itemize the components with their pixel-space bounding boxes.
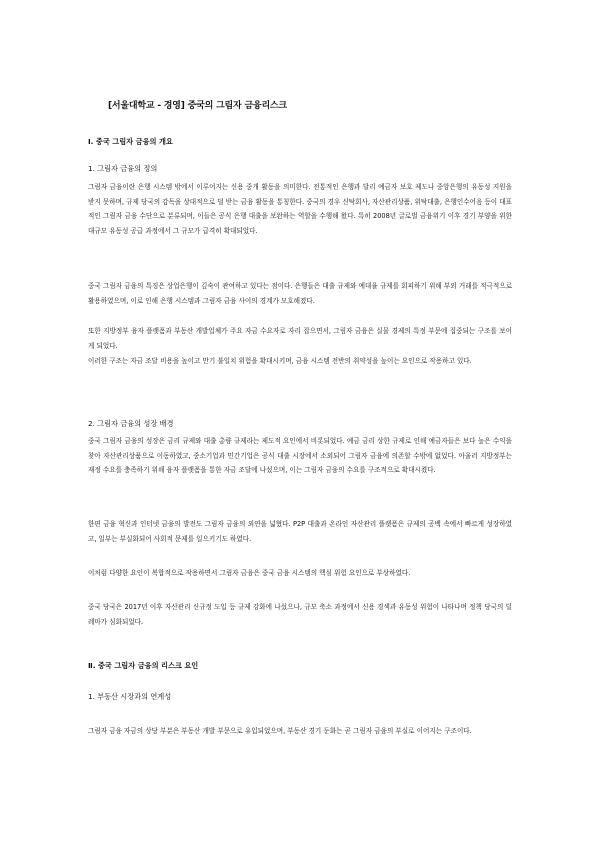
- paragraph: 이처럼 다양한 요인이 복합적으로 작용하면서 그림자 금융은 중국 금융 시스템의 핵심 위험 요인으로 부상하였다.: [88, 569, 411, 577]
- document-title: [서울대학교 - 경영] 중국의 그림자 금융리스크: [108, 101, 287, 111]
- subsection-heading: 1. 부동산 시장과의 연계성: [88, 692, 172, 701]
- paragraph: 그림자 금융 자금의 상당 부분은 부동산 개발 부문으로 유입되었으며, 부동산 경기 둔화는 곧 그림자 금융의 부실로 이어지는 구조이다.: [88, 727, 472, 735]
- subsection-heading: 2. 그림자 금융의 성장 배경: [88, 419, 174, 428]
- section-heading: Ⅰ. 중국 그림자 금융의 개요: [88, 137, 173, 146]
- section-heading: Ⅱ. 중국 그림자 금융의 리스크 요인: [88, 661, 199, 670]
- subsection-heading: 1. 그림자 금융의 정의: [88, 164, 158, 173]
- paragraph: 중국 당국은 2017년 이후 자산관리 신규정 도입 등 규제 강화에 나섰으나, 규모 축소 과정에서 신용 경색과 유동성 위험이 나타나며 정책 당국의 딜레마가 심화되었다.: [88, 603, 512, 626]
- paragraph: 중국 그림자 금융의 성장은 금리 규제와 대출 총량 규제라는 제도적 요인에서 비롯되었다. 예금 금리 상한 규제로 인해 예금자들은 보다 높은 수익을 찾아 자산관리상품으로 이동하였고, 중소기업과 민간기업은 공식 대출 시장에서 소외되어 그림자 금융에 의존할 수밖에 없었다. 아울러 지방정부는 재정 수요를 충족하기 위해 융자 플랫폼을 통한 자금 조달에 나섰으며, 이는 그림자 금융의 수요를 구조적으로 확대시켰다.: [88, 437, 512, 474]
- paragraph: 한편 금융 혁신과 인터넷 금융의 발전도 그림자 금융의 외연을 넓혔다. P2P 대출과 온라인 자산관리 플랫폼은 규제의 공백 속에서 빠르게 성장하였고, 일부는 부실화되어 사회적 문제를 일으키기도 하였다.: [88, 520, 512, 543]
- paragraph: 이러한 구조는 자금 조달 비용을 높이고 만기 불일치 위험을 확대시키며, 금융 시스템 전반의 취약성을 높이는 요인으로 작용하고 있다.: [88, 357, 472, 365]
- paragraph: 또한 지방정부 융자 플랫폼과 부동산 개발업체가 주요 자금 수요자로 자리 잡으면서, 그림자 금융은 실물 경제의 특정 부문에 집중되는 구조를 보이게 되었다.: [88, 327, 512, 350]
- paragraph: 중국 그림자 금융의 특징은 상업은행이 깊숙이 관여하고 있다는 점이다. 은행들은 대출 규제와 예대율 규제를 회피하기 위해 부외 거래를 적극적으로 활용하였으며, 이로 인해 은행 시스템과 그림자 금융 사이의 경계가 모호해졌다.: [88, 282, 512, 305]
- paragraph: 그림자 금융이란 은행 시스템 밖에서 이루어지는 신용 중개 활동을 의미한다. 전통적인 은행과 달리 예금자 보호 제도나 중앙은행의 유동성 지원을 받지 못하며, 규제 당국의 감독을 상대적으로 덜 받는 금융 활동을 통칭한다. 중국의 경우 신탁회사, 자산관리상품, 위탁대출, 은행인수어음 등이 대표적인 그림자 금융 수단으로 분류되며, 이들은 공식 은행 대출을 보완하는 역할을 수행해 왔다. 특히 2008년 글로벌 금융위기 이후 경기 부양을 위한 대규모 유동성 공급 과정에서 그 규모가 급격히 확대되었다.: [88, 183, 512, 235]
